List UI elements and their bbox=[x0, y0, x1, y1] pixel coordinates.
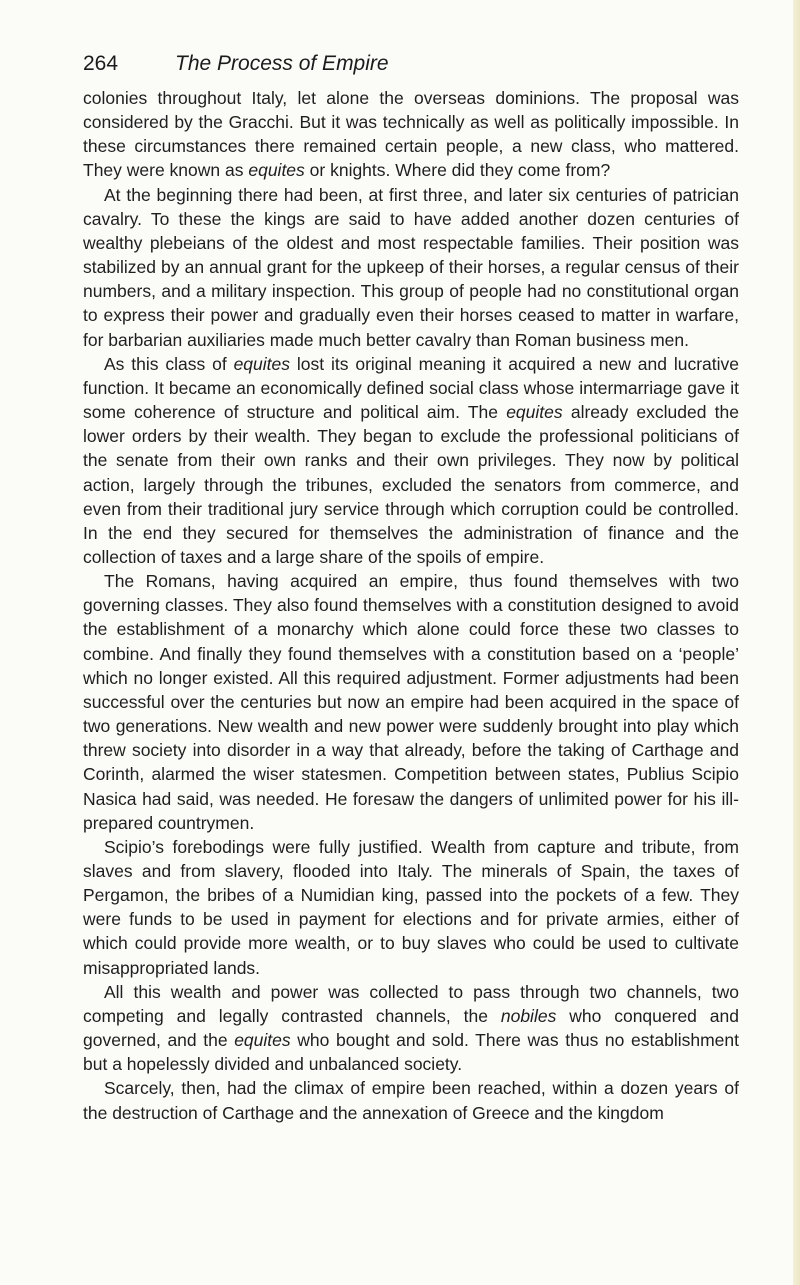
text-run: or knights. Where did they come from? bbox=[304, 160, 611, 181]
paragraph bbox=[83, 569, 739, 835]
italic-term: equites bbox=[233, 353, 291, 374]
paragraph bbox=[83, 352, 739, 569]
paragraph bbox=[83, 86, 739, 183]
text-run: The Romans, having acquired an empire, thus found themselves with two governing classes. They also found themselves with a constitution designed to avoid the establishment of a monarchy which alone could force these two classes to combine. And finally they found themselves with a constitution based on a ‘people’ which no longer existed. All this required adjustment. Former adjustments had been successful over the centuries but now an empire had been acquired in the space of two generations. New wealth and new power were suddenly brought into play which threw society into disorder in a way that already, before the taking of Carthage and Corinth, alarmed the wiser statesmen. Competition between states, Publius Scipio Nasica had said, was needed. He foresaw the dangers of unlimited power for his ill-prepared countrymen. bbox=[83, 571, 739, 833]
text-run: who bought and sold. There was thus no establishment but a hopelessly divided and unbalanced society. bbox=[83, 1030, 739, 1075]
running-header bbox=[83, 52, 389, 76]
paragraph bbox=[83, 835, 739, 980]
text-run: who conquered and governed, and the bbox=[83, 1005, 740, 1051]
paragraph bbox=[83, 980, 739, 1077]
text-run: already excluded the lower orders by their wealth. They began to exclude the professional politicians of the senate from their own ranks and their own privileges. They now by political action, largely through the tribunes, excluded the senators from commerce, and even from their traditional jury service through which corruption could be controlled. In the end they secured for themselves the administration of finance and the collection of taxes and a large share of the spoils of empire. bbox=[83, 402, 739, 567]
text-run: At the beginning there had been, at first three, and later six centuries of patrician cavalry. To these the kings are said to have added another dozen centuries of wealthy plebeians of the oldest and most respectable families. Their position was stabilized by an annual grant for the upkeep of their horses, a regular census of their numbers, and a military inspection. This group of people had no constitutional organ to express their power and gradually even their horses ceased to matter in warfare, for barbarian auxiliaries made much better cavalry than Roman business men. bbox=[83, 184, 739, 350]
page-number: 264 bbox=[83, 52, 119, 75]
text-run: colonies throughout Italy, let alone the overseas dominions. The proposal was considered by the Gracchi. But it was technically as well as politically impossible. In these circumstances there remained certain people, a new class, who mattered. They were known as bbox=[83, 88, 739, 181]
text-run: As this class of bbox=[104, 353, 234, 374]
page-edge bbox=[793, 0, 800, 1285]
paragraph bbox=[83, 183, 739, 352]
text-run: Scipio’s forebodings were fully justified. Wealth from capture and tribute, from slaves and from slavery, flooded into Italy. The minerals of Spain, the taxes of Pergamon, the bribes of a Numidian king, passed into the pockets of a few. They were funds to be used in payment for elections and for private armies, either of which could provide more wealth, or to buy slaves who could be used to cultivate misappropriated lands. bbox=[83, 836, 739, 978]
text-run: lost its original meaning it acquired a new and lucrative function. It became an economically defined social class whose intermarriage gave it some coherence of structure and political aim. The bbox=[83, 353, 739, 423]
running-title: The Process of Empire bbox=[175, 52, 389, 75]
italic-term: nobiles bbox=[500, 1005, 557, 1026]
italic-term: equites bbox=[234, 1030, 291, 1051]
body-text bbox=[83, 86, 739, 1125]
text-run: Scarcely, then, had the climax of empire been reached, within a dozen years of the destruction of Carthage and the annexation of Greece and the kingdom bbox=[83, 1078, 739, 1123]
italic-term: equites bbox=[506, 402, 563, 423]
paragraph bbox=[83, 1076, 739, 1124]
text-run: All this wealth and power was collected to pass through two channels, two competing and legally contrasted channels, the bbox=[83, 981, 739, 1026]
italic-term: equites bbox=[248, 160, 305, 181]
